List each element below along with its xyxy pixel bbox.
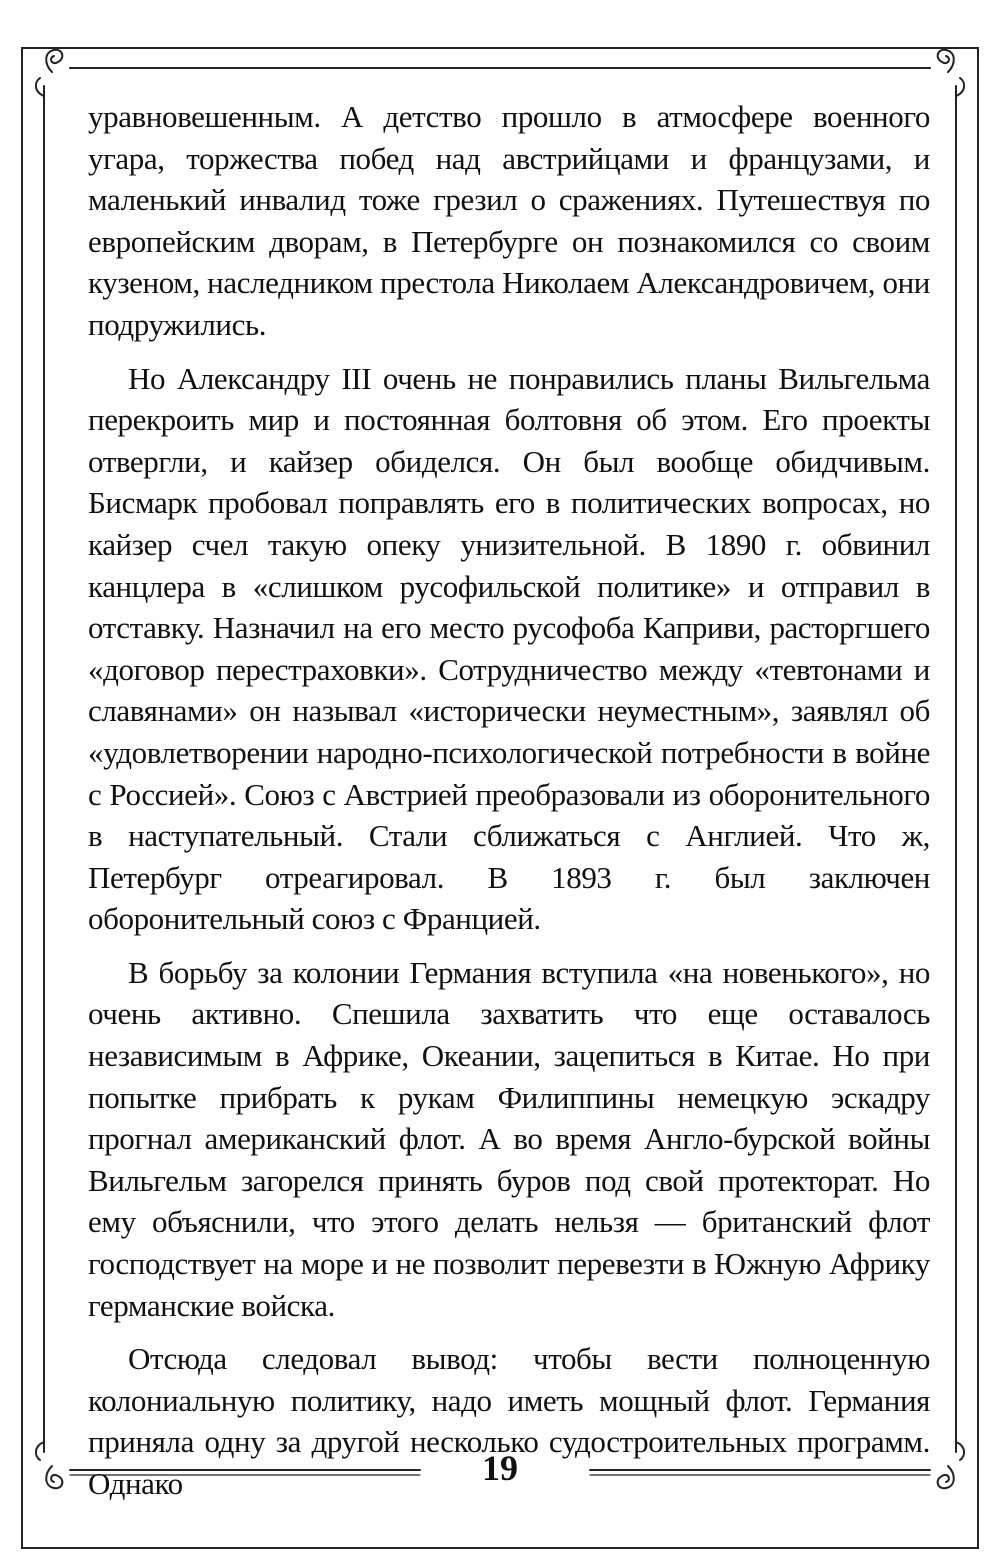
paragraph-3: В борьбу за колонии Германия вступила «на новенького», но очень активно. Спешила захватить что еще оставалось независимым в Африке, Океании, зацепиться в Китае. Но при попытке прибрать к рукам Филиппины немецкую эскадру прогнал американский флот. А во время Англо-бурской войны Вильгельм загорелся принять буров под свой протекторат. Но ему объяснили, что этого делать нельзя — британский флот господствует на море и не позволит перевезти в Южную Африку германские войска. xyxy=(88,954,930,1323)
paragraph-4: Отсюда следовал вывод: чтобы вести полноценную колониальную политику, надо иметь мощный флот. Германия приняла одну за другой несколько судостроительных программ. Однако xyxy=(88,1341,930,1501)
page-number: 19 xyxy=(482,1448,518,1488)
paragraph-1: уравновешенным. А детство прошло в атмосфере военного угара, торжества побед над австрийцами и французами, и маленький инвалид тоже грезил о сражениях. Путешествуя по европейским дворам, в Петербурге он познакомился со своим кузеном, наследником престола Николаем Александровичем, они подружились. xyxy=(88,99,930,342)
paragraph-2: Но Александру III очень не понравились планы Вильгельма перекроить мир и постоянная болтовня об этом. Его проекты отвергли, и кайзер обиделся. Он был вообще обидчивым. Бисмарк пробовал поправлять его в политических вопросах, но кайзер счел такую опеку унизительной. В 1890 г. обвинил канцлера в «слишком русофильской политике» и отправил в отставку. Назначил на его место русофоба Каприви, расторгшего «договор перестраховки». Сотрудничество между «тевтонами и славянами» он называл «исторически неуместным», заявлял об «удовлетворении народно-психологической потребности в войне с Россией». Союз с Австрией преобразовали из оборонительного в наступательный. Стали сближаться с Англией. Что ж, Петербург отреагировал. В 1893 г. был заключен оборонительный союз с Францией. xyxy=(88,360,930,937)
